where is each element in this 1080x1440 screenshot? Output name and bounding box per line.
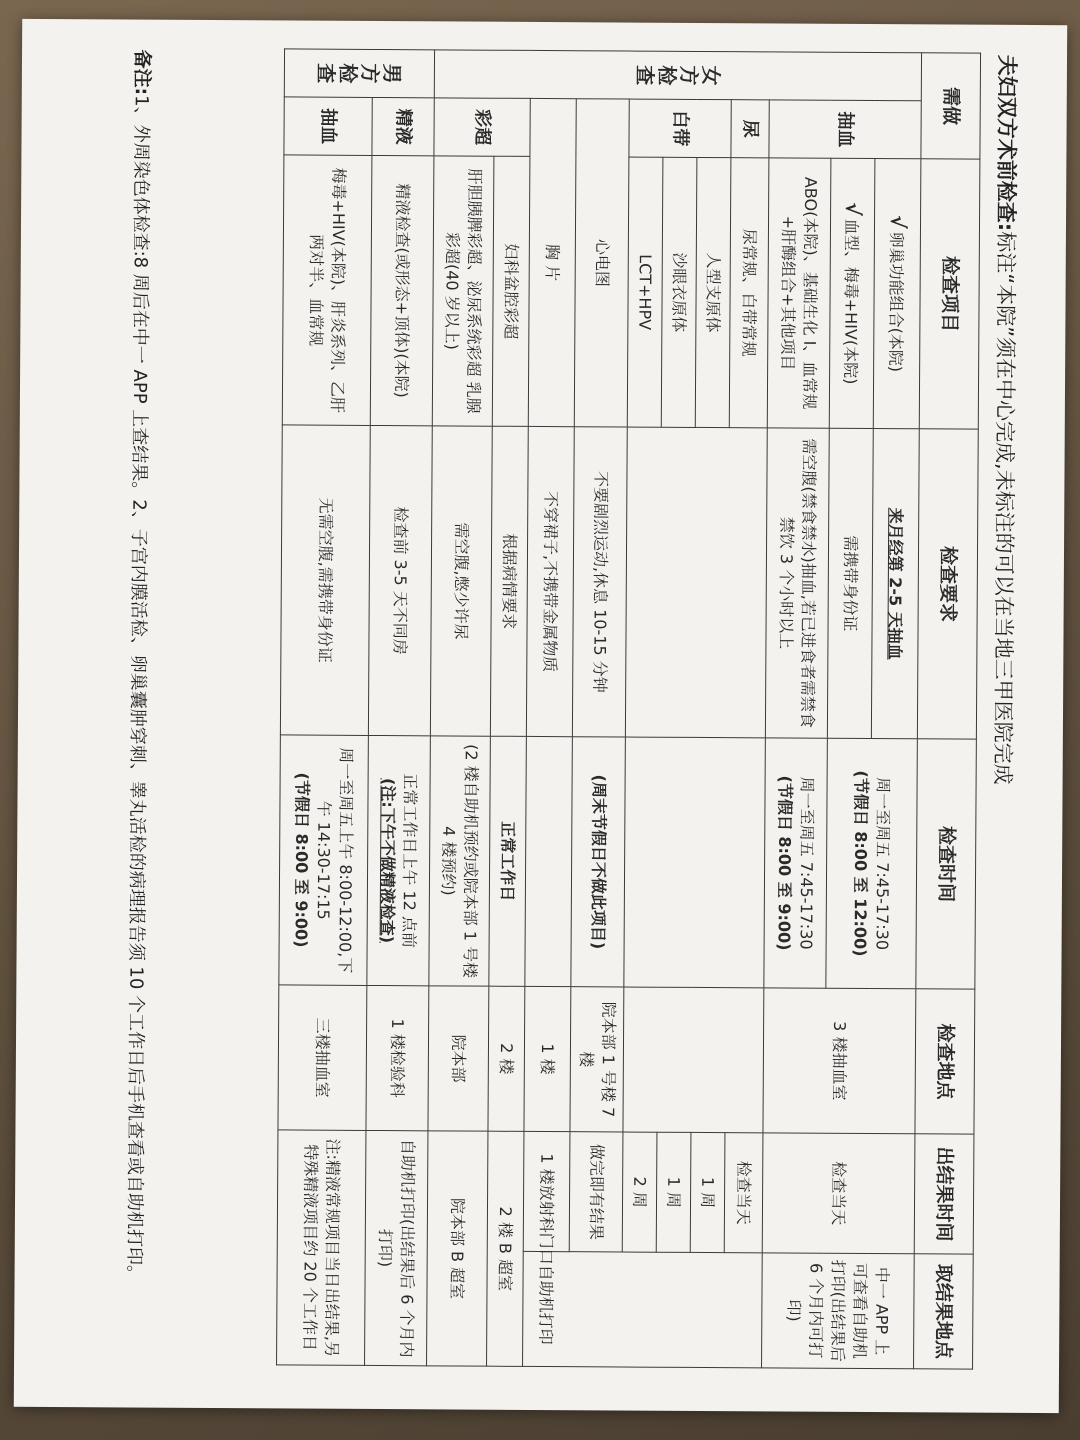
- table-row: [522, 50, 576, 1366]
- female-ecg-label: 心电图: [574, 99, 629, 427]
- male-blood-item: 梅毒+HIV(本院)、肝炎系列、乙肝两对半、血常规: [282, 155, 372, 426]
- female-blood-req1: 来月经第 2-5 天抽血: [871, 429, 919, 739]
- female-ultrasound-result2: 院本部 B 超室: [426, 1131, 487, 1366]
- header-requirement: 检查要求: [917, 429, 978, 739]
- female-ultrasound-label: 彩超: [433, 98, 529, 157]
- female-blood-time3: 周一至周五 7:45-17:30 (节假日 8:00 至 9:00): [763, 738, 827, 988]
- female-blood-result-place: 中一 APP 上可查看自助机打印(出结果后 6 个月内可打印): [761, 1253, 914, 1369]
- female-chest-result: 1 楼放射科门口自助机打印: [522, 1131, 569, 1366]
- female-ecg-req: 不要剧烈运动,休息 10-15 分钟: [572, 427, 627, 737]
- female-chest-time: [524, 736, 572, 986]
- female-urine-label: 尿: [730, 100, 768, 158]
- remark-label: 备注:: [130, 49, 153, 96]
- header-item: 检查项目: [919, 159, 980, 429]
- table-row: [426, 50, 494, 1366]
- check-icon: √: [885, 215, 911, 229]
- female-leucorrhea-item3: LCT+HPV: [627, 157, 663, 427]
- remark-text: 1、外周染色体检查:8 周后在中一 APP 上查结果。2、子宫内膜活检、卵巢囊肿穿刺、睾丸活检的病理报告须 10 个工作日后手机查看或自助机打印。: [123, 95, 152, 1284]
- female-ultrasound-result1: 2 楼 B 超室: [486, 1131, 523, 1366]
- male-semen-label: 精液: [371, 97, 433, 155]
- female-blood-item2: √血型、梅毒+HIV(本院): [829, 158, 875, 428]
- female-blood-result-time: 检查当天: [762, 1133, 915, 1254]
- female-blood-label: 抽血: [768, 100, 920, 159]
- female-blood-place: 3 楼抽血室: [762, 988, 915, 1134]
- female-ultrasound-item2: 肝胆胰脾彩超、泌尿系统彩超 乳腺彩超(40 岁以上): [432, 156, 494, 426]
- table-row: [867, 53, 921, 1369]
- header-row: [913, 53, 980, 1369]
- rotated-document: [56, 43, 1024, 1389]
- table-row: [364, 49, 434, 1365]
- female-ultrasound-req1: 根据病情要求: [490, 426, 528, 736]
- female-blood-req3: 需空腹(禁食禁水)抽血,若已进食者需禁食禁饮 3 个小时以上: [765, 428, 829, 738]
- female-ultrasound-time2: (2 楼自助机预约或院本部 1 号楼 4 楼预约): [428, 736, 490, 986]
- female-chest-req: 不穿裙子,不携带金属物质: [526, 426, 574, 736]
- female-leucorrhea-result3: 2 周: [622, 1132, 657, 1252]
- female-leucorrhea-item2: 沙眼衣原体: [661, 157, 697, 427]
- exam-table: [276, 48, 981, 1369]
- female-ultrasound-place2: 院本部: [427, 986, 488, 1131]
- paper-sheet: [14, 19, 1067, 1413]
- table-row: [276, 49, 372, 1366]
- table-row: [568, 51, 629, 1367]
- header-result-place: 取结果地点: [913, 1254, 973, 1369]
- urine-leucorrhea-requirement: [625, 427, 767, 738]
- female-chest-label: 胸 片: [528, 98, 576, 426]
- document-title: [984, 55, 1020, 1375]
- male-semen-time: 正常工作日上午 12 点前 (注:下午不做精液检查): [366, 735, 430, 985]
- male-semen-result: 自助机打印(出结果后 6 个月内打印): [364, 1130, 427, 1365]
- female-leucorrhea-label: 白带: [628, 99, 730, 158]
- female-blood-item1: √卵巢功能组合(本院): [873, 159, 921, 429]
- urine-leucorrhea-time: [623, 737, 765, 988]
- female-ultrasound-item1: 妇科盆腔彩超: [492, 156, 530, 426]
- female-leucorrhea-result1: 1 周: [690, 1132, 725, 1252]
- check-icon: √: [841, 202, 866, 216]
- female-blood-req2: 需携带身份证: [827, 428, 873, 738]
- header-result-time: 出结果时间: [914, 1134, 974, 1254]
- header-place: 检查地点: [914, 989, 974, 1134]
- female-chest-place: 1 楼: [523, 986, 570, 1131]
- female-ultrasound-place1: 2 楼: [487, 986, 524, 1131]
- female-ecg-place: 院本部 1 号楼 7 楼: [569, 987, 623, 1132]
- female-ultrasound-req2: 需空腹,憋少许尿: [430, 426, 492, 736]
- female-leucorrhea-item1: 人型支原体: [695, 157, 731, 427]
- male-blood-result: 注:精液常规项目当日出结果,另特殊精液项目约 20 个工作日: [276, 1130, 365, 1366]
- female-urine-item: 尿常规、白带常规: [729, 158, 769, 428]
- female-blood-time1: 周一至周五 7:45-17:30 (节假日 8:00 至 12:00): [825, 738, 917, 989]
- male-section-label: 男方检查: [284, 49, 434, 98]
- male-blood-req: 无需空腹,需携带身份证: [280, 425, 370, 736]
- female-ecg-result-time: 做完即有结果: [569, 1132, 623, 1252]
- female-urine-result-time: 检查当天: [724, 1133, 763, 1253]
- male-semen-place: 1 楼检验科: [365, 985, 428, 1130]
- title-text: 标注“本院”须在中心完成,未标注的可以在当地三甲医院完成: [990, 231, 1018, 785]
- remark-note: [118, 49, 157, 1369]
- male-semen-req: 检查前 3-5 天不同房: [368, 425, 432, 735]
- male-blood-label: 抽血: [283, 97, 371, 156]
- female-ultrasound-time1: 正常工作日: [488, 736, 526, 986]
- urine-leucorrhea-place: [622, 987, 763, 1133]
- female-section-label: 女方检查: [434, 50, 921, 101]
- title-bold: 夫妇双方术前检查:: [993, 54, 1019, 232]
- female-ecg-time: (周末节假日不做此项目): [570, 737, 625, 987]
- male-blood-time: 周一至周五上午 8:00-12:00,下午 14:30-17:15 (节假日 8:00 至 9:00): [278, 735, 368, 986]
- female-blood-item3: ABO(本院)、基础生化 I、血常规+肝酶组合+其他项目: [767, 158, 831, 428]
- male-semen-item: 精液检查(或形态+顶体)(本院): [370, 155, 434, 425]
- header-need: 需做: [920, 53, 980, 159]
- header-time: 检查时间: [915, 739, 976, 989]
- male-blood-place: 三楼抽血室: [277, 985, 366, 1131]
- female-leucorrhea-result2: 1 周: [656, 1132, 691, 1252]
